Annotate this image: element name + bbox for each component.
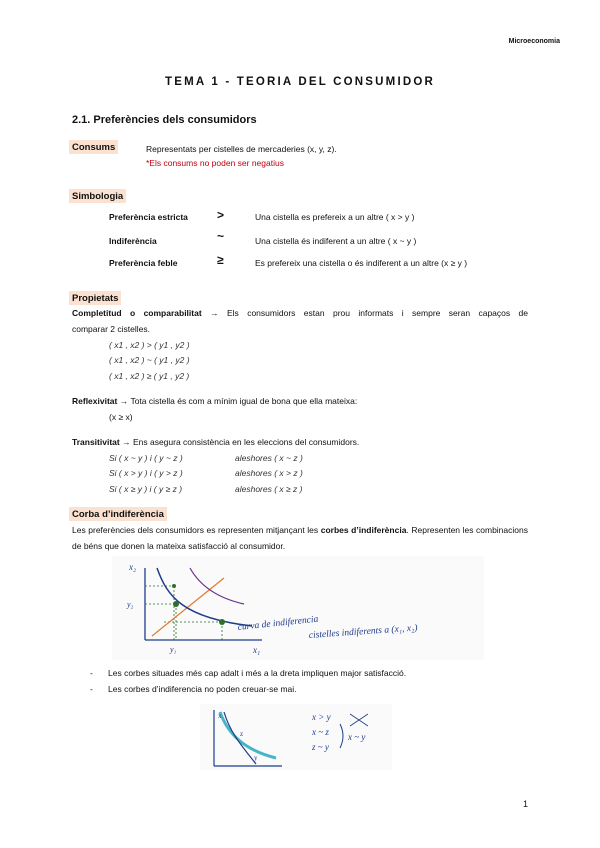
completitud-example: ( x1 , x2 ) ≥ ( y1 , y2 ) [109,371,190,381]
bundle-point [172,584,176,588]
symbol-row-desc: Es prefereix una cistella o és indiferent a un altre (x ≥ y ) [255,258,468,268]
page-number: 1 [522,799,528,809]
handwritten-line: z ~ y [312,742,329,752]
reflexivitat-text: → Tota cistella és com a mínim igual de bona que ella mateixa: [119,396,358,406]
page-header: Microeconomia [508,38,560,45]
transitivitat-example-cond: Si ( x ≥ y ) i ( y ≥ z ) [109,484,183,494]
simbologia-heading: Simbologia [69,189,126,203]
corba-heading: Corba d’indiferència [69,507,167,521]
curve-annotation-2: cistelles indiferents a (x₁, x₂) [308,623,418,641]
reflexivitat-example: (x ≥ x) [109,412,133,422]
completitud-text: → Els consumidors estan prou informats i sempre seran capaços de [210,308,528,318]
transitivitat-term: Transitivitat [72,437,120,447]
transitivitat-example-then: aleshores ( x ≥ z ) [235,484,303,494]
transitivitat-example-cond: Si ( x ~ y ) i ( y ~ z ) [109,453,183,463]
handwritten-line: x ~ z [312,727,329,737]
symbol-row-desc: Una cistella és indiferent a un altre ( x ~ y ) [255,236,417,246]
bullet-dash: - [90,684,93,694]
completitud-example: ( x1 , x2 ) ~ ( y1 , y2 ) [109,355,190,365]
indifference-symbol: ~ [217,229,225,243]
bundle-point [219,619,225,625]
bullet-item: Les corbes situades més cap adalt i més a la dreta impliquen major satisfacció. [108,668,407,678]
consums-text: Representats per cistelles de mercaderies (x, y, z). [146,144,337,154]
transitivitat-example-cond: Si ( x > y ) i ( y > z ) [109,468,183,478]
indifference-curve-figure [112,556,484,660]
strict-symbol: > [217,208,225,222]
point-label: x [218,712,222,720]
reflexivitat-line [72,396,357,406]
transitivitat-line [72,437,359,447]
curve-annotation: curva de indiferencia [237,614,319,633]
transitivitat-example-then: aleshores ( x > z ) [235,468,303,478]
x-axis-label: x₁ [253,645,261,655]
crossing-curves-figure [200,704,392,770]
y-tick-label: y₂ [127,600,134,609]
conclusion-text: x ~ y [348,732,366,742]
point-label: y [254,754,258,762]
symbol-row-name: Indiferència [109,236,157,246]
x-tick-label: y₁ [170,645,177,654]
y-axis-label: x₂ [129,562,137,572]
symbol-row-name: Preferència estricta [109,212,188,222]
consums-label: Consums [69,140,118,154]
corba-paragraph: Les preferències dels consumidors es representen mitjançant les corbes d’indiferència. Representen les combinacions de béns que donen la mateixa satisfacció al consumidor. [72,525,528,551]
page-title: TEMA 1 - TEORIA DEL CONSUMIDOR [164,76,436,88]
transitivitat-text: → Ens asegura consistència en les eleccions del consumidors. [122,437,360,447]
symbol-row-desc: Una cistella es prefereix a un altre ( x > y ) [255,212,415,222]
consums-note: *Els consums no poden ser negatius [146,158,284,168]
reflexivitat-term: Reflexivitat [72,396,118,406]
completitud-line2: comparar 2 cistelles. [72,324,150,334]
completitud-example: ( x1 , x2 ) > ( y1 , y2 ) [109,340,190,350]
completitud-term: Completitud o comparabilitat [72,308,202,318]
point-label: z [240,730,244,738]
transitivitat-example-then: aleshores ( x ~ z ) [235,453,303,463]
completitud-line [72,308,528,318]
section-heading: 2.1. Preferències dels consumidors [72,114,257,126]
weak-symbol: ≥ [217,253,224,267]
figure-background [112,556,484,660]
symbol-row-name: Preferència feble [109,258,178,268]
propietats-heading: Propietats [69,291,121,305]
bullet-item: Les corbes d’indiferencia no poden creuar-se mai. [108,684,297,694]
handwritten-line: x > y [312,712,331,722]
bullet-dash: - [90,668,93,678]
bundle-point [173,601,179,607]
